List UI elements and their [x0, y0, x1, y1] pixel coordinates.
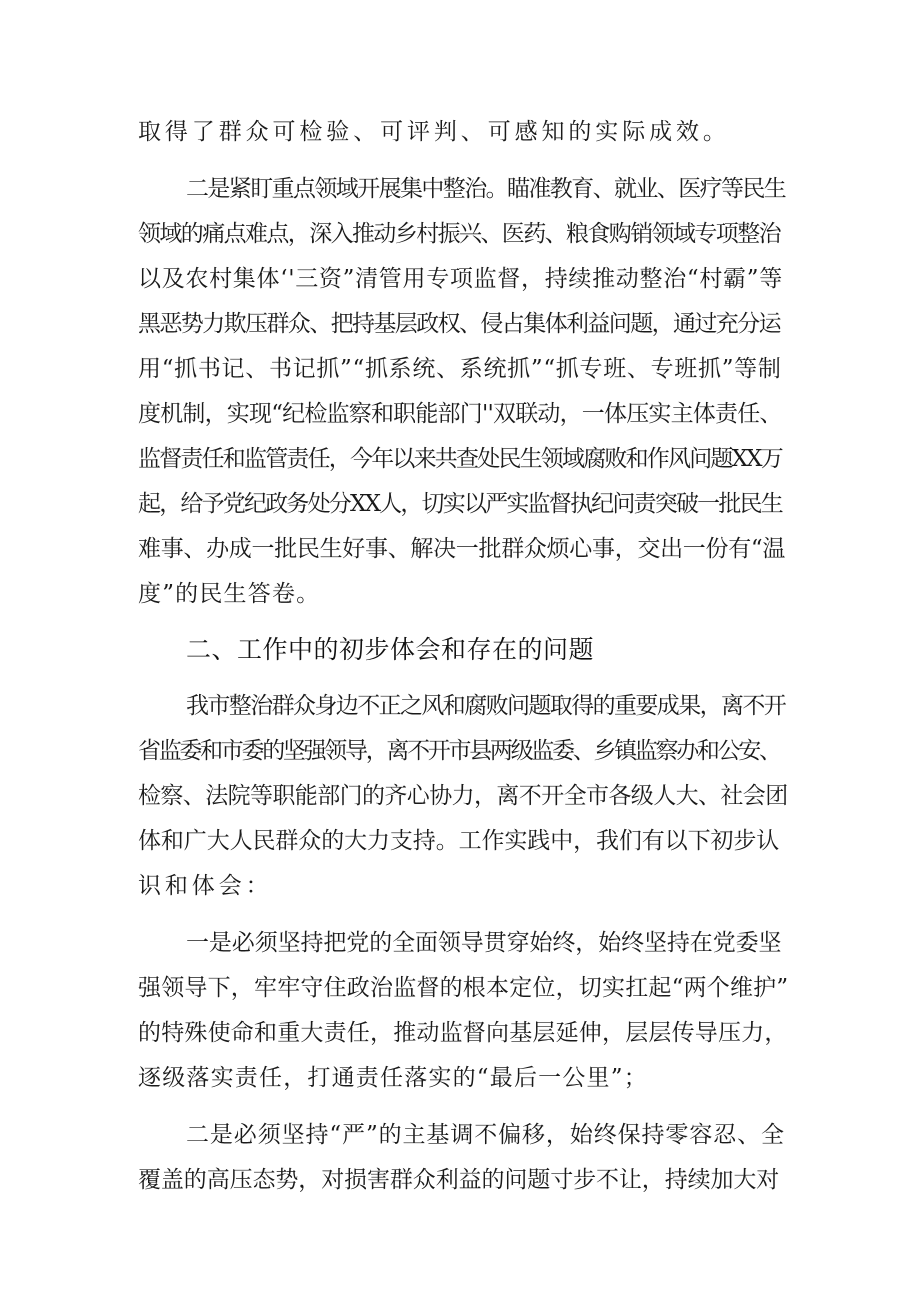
section-heading: 二、工作中的初步体会和存在的问题	[186, 635, 595, 664]
paragraph-line: 监督责任和监管责任，今年以来共查处民生领域腐败和作风问题XX万	[138, 446, 782, 472]
paragraph-line: 我市整治群众身边不正之风和腐败问题取得的重要成果，离不开	[186, 693, 786, 719]
paragraph-line: 取得了群众可检验、可评判、可感知的实际成效。	[138, 119, 730, 145]
paragraph-line: 二是必须坚持“严”的主基调不偏移，始终保持零容忍、全	[186, 1122, 785, 1148]
paragraph-line: 难事、办成一批民生好事、解决一批群众烦心事，交出一份有“温	[138, 536, 786, 562]
paragraph-line: 省监委和市委的坚强领导，离不开市县两级监委、乡镇监察办和公安、	[138, 738, 780, 764]
paragraph-line: 度”的民生答卷。	[138, 581, 321, 607]
paragraph-line: 的特殊使命和重大责任，推动监督向基层延伸，层层传导压力，	[138, 1020, 788, 1046]
paragraph-line: 以及农村集体‘'三资”清管用专项监督，持续推动整治“村霸”等	[138, 266, 783, 292]
paragraph-line: 识和体会：	[138, 873, 273, 899]
paragraph-line: 强领导下，牢牢守住政治监督的根本定位，切实扛起“两个维护”	[138, 975, 789, 1001]
paragraph-line: 逐级落实责任，打通责任落实的“最后一公里”；	[138, 1065, 648, 1091]
paragraph-line: 体和广大人民群众的大力支持。工作实践中，我们有以下初步认	[138, 828, 780, 854]
paragraph-line: 领域的痛点难点，深入推动乡村振兴、医药、粮食购销领域专项整治	[138, 221, 781, 247]
paragraph-line: 一是必须坚持把党的全面领导贯穿始终，始终坚持在党委坚	[186, 930, 782, 956]
paragraph-line: 黑恶势力欺压群众、把持基层政权、侵占集体利益问题，通过充分运	[138, 311, 781, 337]
paragraph-line: 覆盖的高压态势，对损害群众利益的问题寸步不让，持续加大对	[138, 1167, 780, 1193]
paragraph-line: 用“抓书记、书记抓”“抓系统、系统抓”“抓专班、专班抓”等制	[138, 356, 782, 382]
paragraph-line: 检察、法院等职能部门的齐心协力，离不开全市各级人大、社会团	[138, 783, 788, 809]
paragraph-line: 度机制，实现“纪检监察和职能部门''双联动，一体压实主体责任、	[138, 401, 782, 427]
paragraph-line: 起，给予党纪政务处分XX人，切实以严实监督执纪问责突破一批民生	[138, 491, 782, 517]
paragraph-line: 二是紧盯重点领域开展集中整治。瞄准教育、就业、医疗等民生	[186, 176, 786, 202]
